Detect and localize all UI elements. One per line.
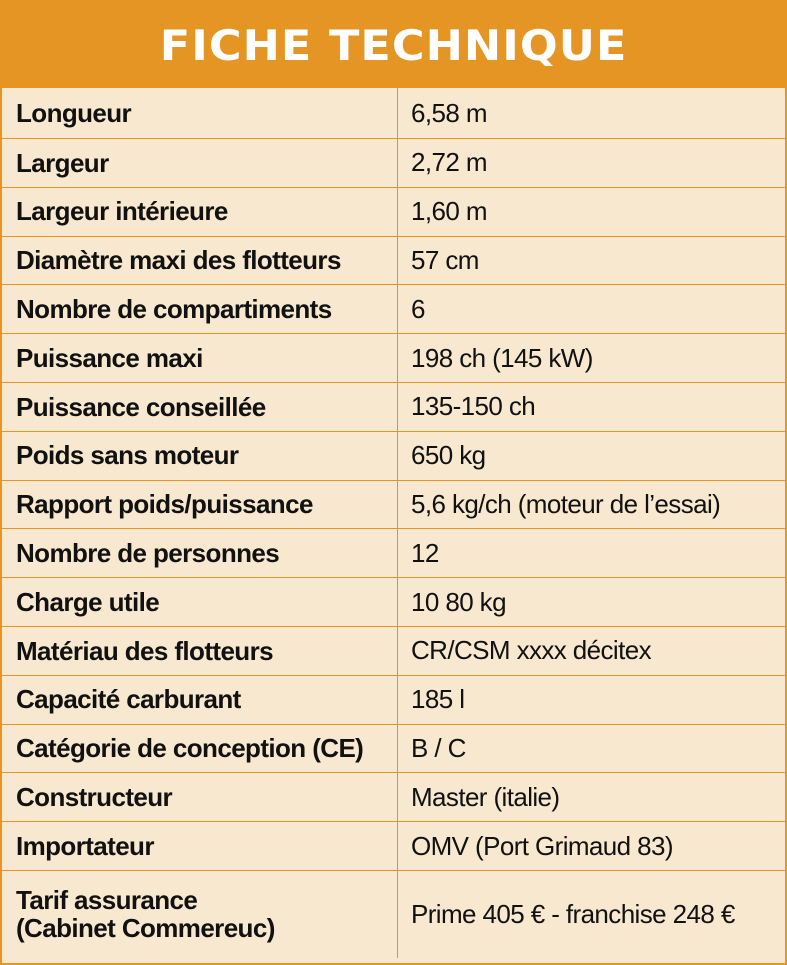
spec-row-importateur bbox=[2, 821, 785, 870]
spec-value: OMV (Port Grimaud 83) bbox=[411, 830, 673, 861]
spec-value: 650 kg bbox=[411, 440, 486, 471]
spec-table bbox=[2, 88, 785, 958]
spec-row-puissance-maxi bbox=[2, 333, 785, 382]
spec-row-materiau-flotteurs bbox=[2, 626, 785, 675]
spec-value: 198 ch (145 kW) bbox=[411, 342, 593, 373]
spec-row-diametre-flotteurs bbox=[2, 236, 785, 285]
spec-value: 6,58 m bbox=[411, 97, 487, 128]
spec-value: 6 bbox=[411, 293, 425, 324]
spec-label: Puissance maxi bbox=[2, 334, 398, 382]
spec-label: Largeur bbox=[2, 139, 398, 187]
spec-value: CR/CSM xxxx décitex bbox=[411, 635, 651, 666]
spec-label: Capacité carburant bbox=[2, 676, 398, 724]
spec-value: 12 bbox=[411, 537, 439, 568]
spec-row-tarif-assurance bbox=[2, 870, 785, 958]
spec-label: Tarif assurance (Cabinet Commereuc) bbox=[2, 871, 398, 958]
spec-row-constructeur bbox=[2, 772, 785, 821]
spec-label: Charge utile bbox=[2, 578, 398, 626]
sheet-title: FICHE TECHNIQUE bbox=[159, 20, 628, 70]
spec-row-longueur bbox=[2, 88, 785, 138]
spec-value: 1,60 m bbox=[411, 196, 487, 227]
spec-value: 135-150 ch bbox=[411, 391, 536, 422]
spec-label: Puissance conseillée bbox=[2, 383, 398, 431]
spec-row-nombre-personnes bbox=[2, 528, 785, 577]
spec-value: 2,72 m bbox=[411, 147, 487, 178]
spec-row-categorie-conception bbox=[2, 724, 785, 773]
spec-row-compartiments bbox=[2, 284, 785, 333]
spec-row-rapport-poids-puissance bbox=[2, 480, 785, 529]
spec-label: Constructeur bbox=[2, 773, 398, 821]
spec-row-charge-utile bbox=[2, 577, 785, 626]
spec-label: Poids sans moteur bbox=[2, 432, 398, 480]
spec-row-capacite-carburant bbox=[2, 675, 785, 724]
spec-row-largeur-interieure bbox=[2, 187, 785, 236]
spec-label: Rapport poids/puissance bbox=[2, 481, 398, 529]
spec-row-largeur bbox=[2, 138, 785, 187]
spec-value: Master (italie) bbox=[411, 781, 560, 812]
spec-label: Longueur bbox=[2, 88, 398, 138]
spec-label: Importateur bbox=[2, 822, 398, 870]
spec-value: Prime 405 € - franchise 248 € bbox=[411, 898, 735, 929]
spec-value: 57 cm bbox=[411, 244, 479, 275]
spec-label: Largeur intérieure bbox=[2, 188, 398, 236]
spec-label: Nombre de personnes bbox=[2, 529, 398, 577]
spec-label: Nombre de compartiments bbox=[2, 285, 398, 333]
spec-label: Catégorie de conception (CE) bbox=[2, 725, 398, 773]
spec-value: 10 80 kg bbox=[411, 586, 506, 617]
spec-value: B / C bbox=[411, 732, 466, 763]
spec-row-poids-sans-moteur bbox=[2, 431, 785, 480]
spec-value: 185 l bbox=[411, 684, 465, 715]
header-banner bbox=[2, 2, 785, 88]
spec-label: Diamètre maxi des flotteurs bbox=[2, 237, 398, 285]
spec-label: Matériau des flotteurs bbox=[2, 627, 398, 675]
spec-row-puissance-conseillee bbox=[2, 382, 785, 431]
spec-value: 5,6 kg/ch (moteur de l’essai) bbox=[411, 488, 721, 519]
